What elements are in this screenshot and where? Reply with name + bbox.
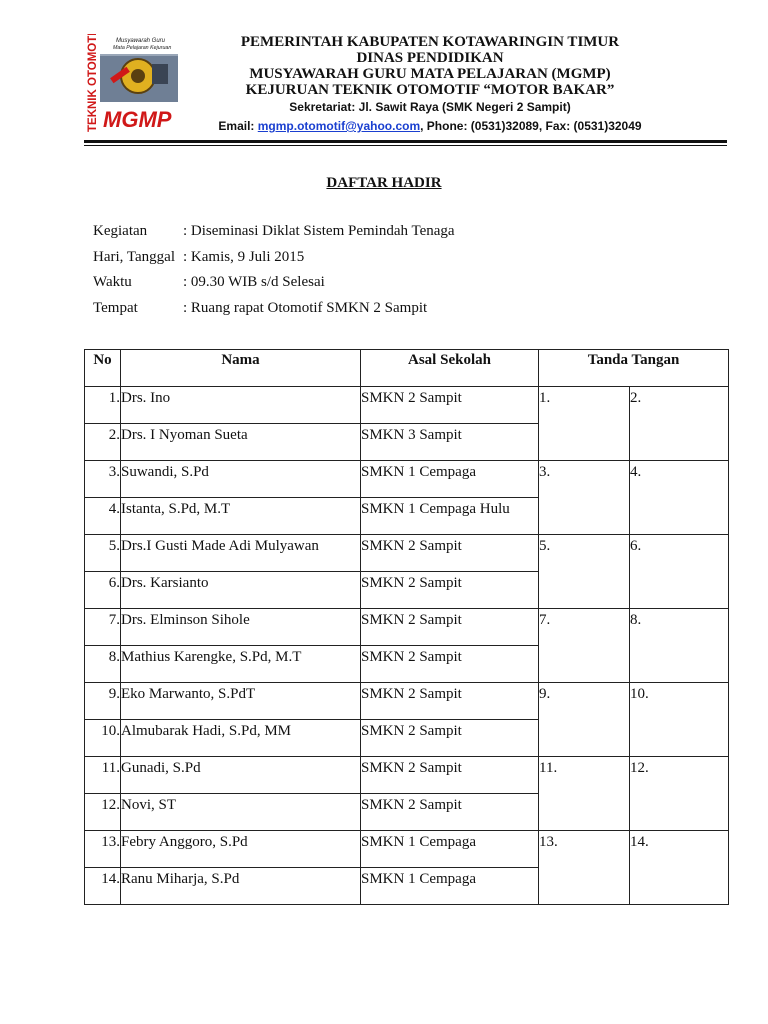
row-number: 5. xyxy=(85,535,121,572)
row-number: 14. xyxy=(85,868,121,905)
info-row-date xyxy=(93,249,455,275)
letterhead-program: KEJURUAN TEKNIK OTOMOTIF “MOTOR BAKAR” xyxy=(245,82,615,98)
row-school: SMKN 2 Sampit xyxy=(361,720,539,757)
info-label: Kegiatan xyxy=(93,223,148,239)
row-name: Mathius Karengke, S.Pd, M.T xyxy=(121,646,361,683)
signature-cell[interactable]: 11. xyxy=(539,757,630,831)
row-school: SMKN 1 Cempaga Hulu xyxy=(361,498,539,535)
row-number: 6. xyxy=(85,572,121,609)
row-number: 11. xyxy=(85,757,121,794)
row-name: Almubarak Hadi, S.Pd, MM xyxy=(121,720,361,757)
signature-cell[interactable]: 9. xyxy=(539,683,630,757)
table-row xyxy=(85,461,729,498)
table-header-row xyxy=(85,350,729,387)
table-row xyxy=(85,535,729,572)
logo-vertical-text: TEKNIK OTOMOTIF xyxy=(87,34,99,132)
header-rule-thick xyxy=(84,140,727,143)
info-value: : Ruang rapat Otomotif SMKN 2 Sampit xyxy=(183,299,428,316)
row-name: Drs.I Gusti Made Adi Mulyawan xyxy=(121,535,361,572)
letterhead xyxy=(180,34,680,134)
info-label: Tempat xyxy=(93,299,138,316)
header-school: Asal Sekolah xyxy=(361,350,539,387)
row-school: SMKN 2 Sampit xyxy=(361,683,539,720)
row-number: 2. xyxy=(85,424,121,461)
row-school: SMKN 2 Sampit xyxy=(361,646,539,683)
table-row xyxy=(85,387,729,424)
letterhead-secretariat: Sekretariat: Jl. Sawit Raya (SMK Negeri 2 Sampit) xyxy=(289,100,571,114)
phone-fax: , Phone: (0531)32089, Fax: (0531)32049 xyxy=(420,119,642,133)
row-name: Febry Anggoro, S.Pd xyxy=(121,831,361,868)
info-row-place xyxy=(93,300,455,326)
email-link[interactable]: mgmp.otomotif@yahoo.com xyxy=(257,119,421,133)
table-row xyxy=(85,609,729,646)
header-rule-thin xyxy=(84,145,727,146)
logo-tagline-2: Mata Pelajaran Kejuruan xyxy=(113,45,172,51)
row-number: 8. xyxy=(85,646,121,683)
signature-cell[interactable]: 5. xyxy=(539,535,630,609)
row-number: 10. xyxy=(85,720,121,757)
info-row-time xyxy=(93,274,455,300)
attendance-table xyxy=(84,349,729,905)
info-label: Waktu xyxy=(93,274,132,290)
row-name: Drs. Karsianto xyxy=(121,572,361,609)
row-school: SMKN 2 Sampit xyxy=(361,572,539,609)
signature-cell[interactable]: 7. xyxy=(539,609,630,683)
row-name: Eko Marwanto, S.PdT xyxy=(121,683,361,720)
info-value: : Diseminasi Diklat Sistem Pemindah Tenaga xyxy=(183,223,455,239)
info-label: Hari, Tanggal xyxy=(93,248,175,265)
row-number: 4. xyxy=(85,498,121,535)
logo-tagline-1: Musyawarah Guru xyxy=(116,38,166,44)
row-number: 13. xyxy=(85,831,121,868)
signature-cell[interactable]: 13. xyxy=(539,831,630,905)
signature-cell[interactable]: 8. xyxy=(630,609,729,683)
signature-cell[interactable]: 1. xyxy=(539,387,630,461)
document-title: DAFTAR HADIR xyxy=(326,175,442,191)
letterhead-organization: MUSYAWARAH GURU MATA PELAJARAN (MGMP) xyxy=(249,66,611,82)
logo-wordmark: MGMP xyxy=(103,107,172,132)
row-school: SMKN 1 Cempaga xyxy=(361,868,539,905)
row-number: 9. xyxy=(85,683,121,720)
row-school: SMKN 1 Cempaga xyxy=(361,831,539,868)
row-name: Drs. I Nyoman Sueta xyxy=(121,424,361,461)
row-school: SMKN 2 Sampit xyxy=(361,757,539,794)
signature-cell[interactable]: 6. xyxy=(630,535,729,609)
header-name: Nama xyxy=(121,350,361,387)
row-name: Gunadi, S.Pd xyxy=(121,757,361,794)
header-no: No xyxy=(85,350,121,387)
row-school: SMKN 2 Sampit xyxy=(361,535,539,572)
email-label: Email: xyxy=(218,119,258,133)
signature-cell[interactable]: 14. xyxy=(630,831,729,905)
signature-cell[interactable]: 4. xyxy=(630,461,729,535)
table-row xyxy=(85,757,729,794)
row-name: Ranu Miharja, S.Pd xyxy=(121,868,361,905)
row-name: Novi, ST xyxy=(121,794,361,831)
table-row xyxy=(85,683,729,720)
row-name: Suwandi, S.Pd xyxy=(121,461,361,498)
row-name: Drs. Ino xyxy=(121,387,361,424)
row-school: SMKN 3 Sampit xyxy=(361,424,539,461)
signature-cell[interactable]: 10. xyxy=(630,683,729,757)
row-school: SMKN 2 Sampit xyxy=(361,609,539,646)
header-signature: Tanda Tangan xyxy=(539,350,729,387)
signature-cell[interactable]: 12. xyxy=(630,757,729,831)
signature-cell[interactable]: 2. xyxy=(630,387,729,461)
row-number: 12. xyxy=(85,794,121,831)
event-info xyxy=(93,223,455,325)
letterhead-department: DINAS PENDIDIKAN xyxy=(356,50,504,66)
row-name: Istanta, S.Pd, M.T xyxy=(121,498,361,535)
row-name: Drs. Elminson Sihole xyxy=(121,609,361,646)
signature-cell[interactable]: 3. xyxy=(539,461,630,535)
info-row-activity xyxy=(93,223,455,249)
info-value: : Kamis, 9 Juli 2015 xyxy=(183,248,305,265)
mgmp-logo xyxy=(86,34,178,134)
row-number: 1. xyxy=(85,387,121,424)
row-school: SMKN 2 Sampit xyxy=(361,387,539,424)
row-school: SMKN 2 Sampit xyxy=(361,794,539,831)
letterhead-government: PEMERINTAH KABUPATEN KOTAWARINGIN TIMUR xyxy=(240,34,620,50)
info-value: : 09.30 WIB s/d Selesai xyxy=(183,274,325,290)
table-row xyxy=(85,831,729,868)
row-number: 3. xyxy=(85,461,121,498)
row-school: SMKN 1 Cempaga xyxy=(361,461,539,498)
letterhead-contact xyxy=(180,118,680,134)
row-number: 7. xyxy=(85,609,121,646)
